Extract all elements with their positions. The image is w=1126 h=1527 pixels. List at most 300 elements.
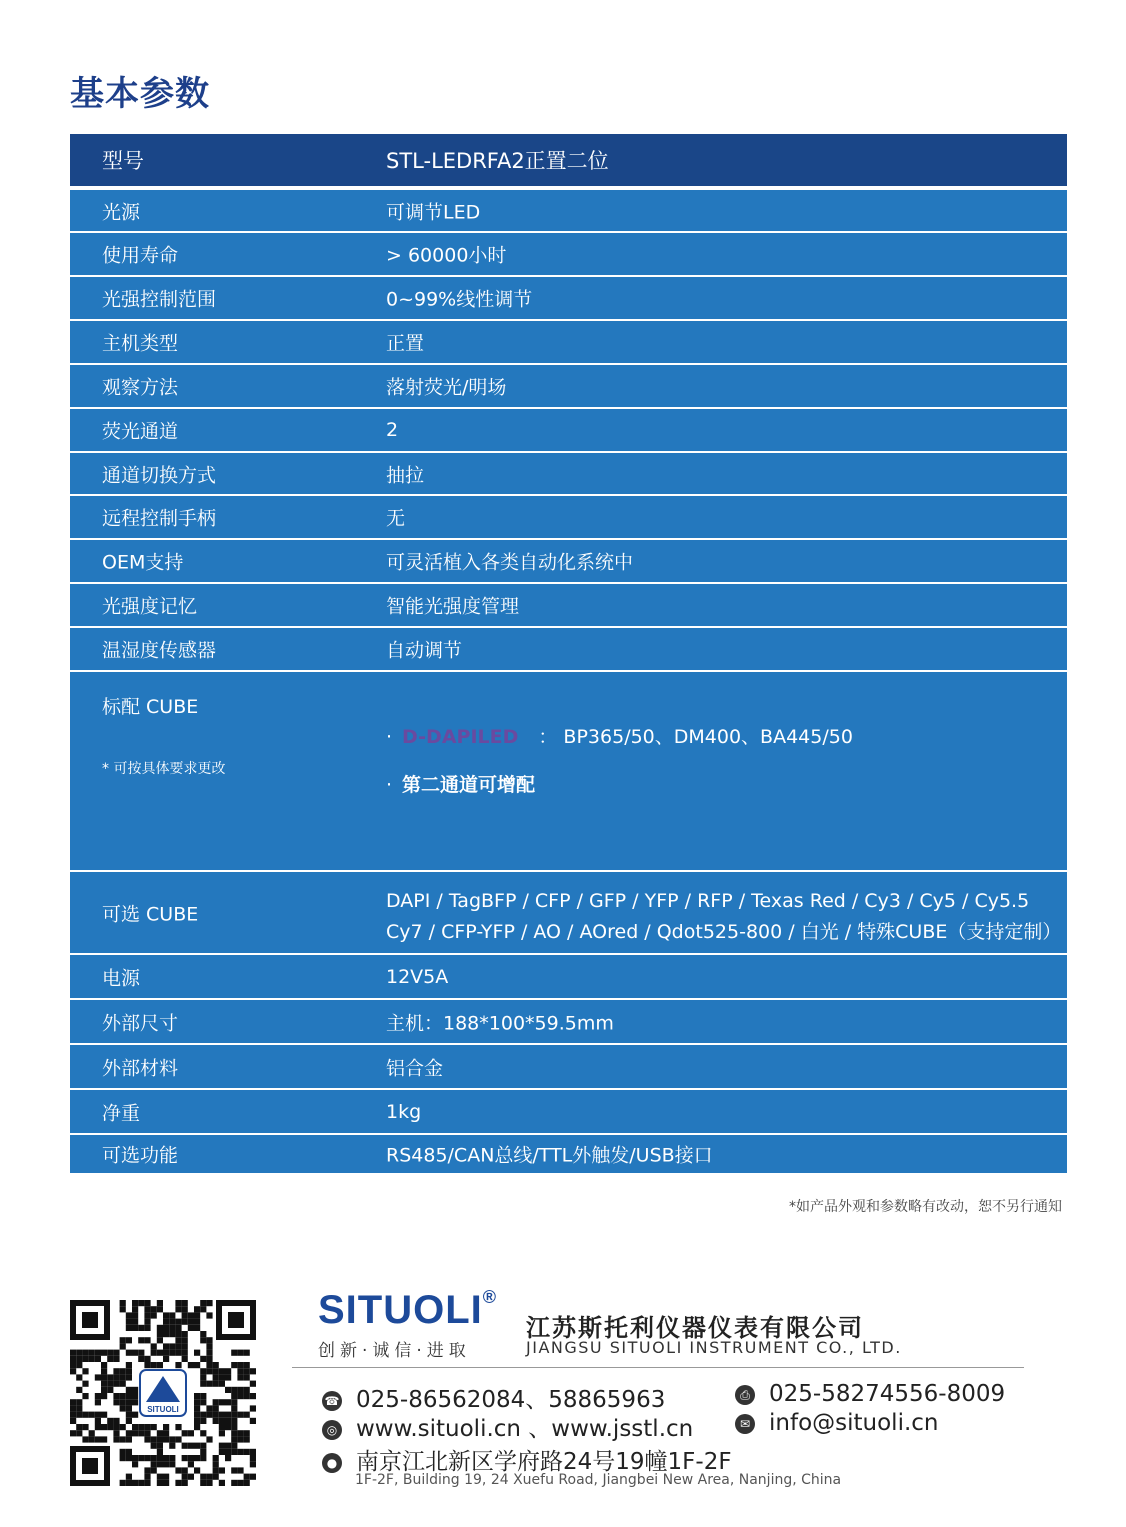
qr-module: [219, 1480, 225, 1486]
qr-module: [76, 1430, 82, 1436]
qr-module: [151, 1312, 157, 1318]
globe-icon: ◎: [322, 1420, 342, 1440]
spec-value: 1kg: [386, 1100, 422, 1123]
qr-module: [151, 1424, 157, 1430]
spec-row: [70, 955, 1067, 998]
spec-row: [70, 190, 1067, 231]
qr-module: [95, 1356, 101, 1362]
qr-module: [231, 1418, 237, 1424]
qr-module: [213, 1461, 219, 1467]
qr-module: [138, 1424, 144, 1430]
qr-module: [101, 1424, 107, 1430]
address-cn: 南京江北新区学府路24号19幢1F-2F: [356, 1449, 732, 1475]
qr-module: [206, 1368, 212, 1374]
web-text: www.situoli.cn 、www.jsstl.cn: [356, 1416, 694, 1442]
spec-value: 12V5A: [386, 965, 449, 988]
qr-module: [200, 1430, 206, 1436]
qr-module: [175, 1436, 181, 1442]
qr-module: [206, 1405, 212, 1411]
qr-module: [206, 1312, 212, 1318]
qr-module: [219, 1424, 225, 1430]
qr-module: [163, 1343, 169, 1349]
qr-module: [138, 1356, 144, 1362]
qr-module: [144, 1356, 150, 1362]
qr-module: [188, 1319, 194, 1325]
qr-module: [70, 1356, 76, 1362]
qr-module: [126, 1455, 132, 1461]
qr-module: [120, 1381, 126, 1387]
qr-finder-top-right: [216, 1300, 256, 1340]
qr-module: [188, 1474, 194, 1480]
brand-logo: [318, 1288, 497, 1333]
qr-module: [82, 1356, 88, 1362]
qr-module: [120, 1436, 126, 1442]
qr-module: [169, 1461, 175, 1467]
qr-module: [250, 1368, 256, 1374]
qr-module: [182, 1306, 188, 1312]
spec-key: 观察方法: [102, 376, 179, 399]
qr-module: [82, 1350, 88, 1356]
qr-module: [237, 1368, 243, 1374]
qr-module: [126, 1312, 132, 1318]
qr-module: [182, 1337, 188, 1343]
company-name-en: JIANGSU SITUOLI INSTRUMENT CO., LTD.: [526, 1338, 902, 1357]
qr-module: [231, 1412, 237, 1418]
qr-module: [144, 1436, 150, 1442]
qr-module: [151, 1362, 157, 1368]
qr-module: [157, 1325, 163, 1331]
qr-module: [225, 1424, 231, 1430]
qr-module: [194, 1418, 200, 1424]
web-contact: [322, 1410, 693, 1443]
qr-module: [76, 1399, 82, 1405]
qr-module: [182, 1343, 188, 1349]
qr-module: [206, 1436, 212, 1442]
qr-module: [206, 1362, 212, 1368]
qr-module: [194, 1412, 200, 1418]
spec-key: 外部材料: [102, 1057, 179, 1079]
qr-module: [182, 1319, 188, 1325]
qr-module: [132, 1455, 138, 1461]
qr-module: [126, 1405, 132, 1411]
qr-module: [101, 1387, 107, 1393]
qr-module: [120, 1343, 126, 1349]
qr-module: [144, 1430, 150, 1436]
qr-module: [194, 1443, 200, 1449]
qr-module: [107, 1350, 113, 1356]
qr-module: [70, 1430, 76, 1436]
spec-value: 无: [386, 507, 406, 530]
qr-module: [219, 1368, 225, 1374]
qr-module: [70, 1405, 76, 1411]
qr-module: [132, 1393, 138, 1399]
qr-module: [157, 1436, 163, 1442]
qr-module: [82, 1424, 88, 1430]
qr-module: [200, 1418, 206, 1424]
qr-module: [144, 1337, 150, 1343]
qr-module: [95, 1374, 101, 1380]
qr-module: [250, 1461, 256, 1467]
spec-row: [70, 540, 1067, 582]
spec-key: 外部尺寸: [102, 1012, 179, 1034]
qr-module: [126, 1387, 132, 1393]
qr-module: [151, 1343, 157, 1349]
qr-module: [213, 1474, 219, 1480]
spec-row: [70, 1000, 1067, 1043]
qr-module: [126, 1418, 132, 1424]
qr-module: [200, 1443, 206, 1449]
qr-module: [157, 1306, 163, 1312]
qr-module: [157, 1350, 163, 1356]
qr-module: [231, 1405, 237, 1411]
qr-module: [70, 1412, 76, 1418]
qr-module: [237, 1412, 243, 1418]
spec-row: [70, 1090, 1067, 1133]
optional-cube-line-2: Cy7 / CFP-YFP / AO / AOred / Qdot525-800 / 白光 / 特殊CUBE（支持定制）: [386, 921, 1062, 943]
qr-module: [206, 1412, 212, 1418]
spec-value: > 60000小时: [386, 244, 507, 267]
qr-module: [76, 1424, 82, 1430]
qr-module: [213, 1412, 219, 1418]
qr-module: [169, 1319, 175, 1325]
qr-module: [113, 1368, 119, 1374]
qr-module: [120, 1337, 126, 1343]
qr-module: [120, 1374, 126, 1380]
qr-module: [95, 1350, 101, 1356]
qr-module: [169, 1455, 175, 1461]
qr-module: [244, 1474, 250, 1480]
slogan: 创新·诚信·进取: [318, 1341, 471, 1361]
qr-module: [231, 1430, 237, 1436]
qr-module: [169, 1436, 175, 1442]
qr-module: [82, 1381, 88, 1387]
spec-value: 抽拉: [386, 464, 425, 486]
qr-module: [206, 1474, 212, 1480]
qr-module: [126, 1368, 132, 1374]
qr-module: [213, 1381, 219, 1387]
qr-module: [144, 1455, 150, 1461]
qr-module: [175, 1480, 181, 1486]
qr-module: [107, 1374, 113, 1380]
qr-module: [194, 1405, 200, 1411]
qr-module: [82, 1393, 88, 1399]
qr-module: [163, 1350, 169, 1356]
qr-module: [76, 1405, 82, 1411]
qr-module: [213, 1405, 219, 1411]
spec-row: [70, 1135, 1067, 1173]
qr-module: [237, 1449, 243, 1455]
spec-value: 铝合金: [386, 1057, 444, 1079]
qr-module: [194, 1399, 200, 1405]
qr-module: [95, 1399, 101, 1405]
qr-module: [175, 1319, 181, 1325]
qr-module: [144, 1362, 150, 1368]
qr-module: [231, 1393, 237, 1399]
qr-module: [126, 1412, 132, 1418]
qr-module: [244, 1374, 250, 1380]
cube-line-2: [386, 770, 535, 797]
email-icon: ✉: [735, 1414, 755, 1434]
qr-module: [132, 1461, 138, 1467]
qr-module: [157, 1455, 163, 1461]
qr-module: [244, 1350, 250, 1356]
qr-module: [157, 1474, 163, 1480]
qr-module: [126, 1480, 132, 1486]
qr-module: [144, 1424, 150, 1430]
spec-row: [70, 496, 1067, 538]
qr-module: [194, 1455, 200, 1461]
qr-module: [163, 1331, 169, 1337]
qr-module: [126, 1350, 132, 1356]
spec-header-row: [70, 134, 1067, 186]
spec-key: 电源: [102, 967, 141, 989]
qr-module: [200, 1455, 206, 1461]
qr-module: [175, 1343, 181, 1349]
fax-contact: [735, 1381, 1005, 1407]
qr-module: [231, 1443, 237, 1449]
qr-module: [138, 1325, 144, 1331]
qr-module: [213, 1467, 219, 1473]
qr-module: [194, 1325, 200, 1331]
qr-module: [95, 1418, 101, 1424]
qr-module: [82, 1368, 88, 1374]
qr-module: [101, 1393, 107, 1399]
qr-module: [182, 1430, 188, 1436]
qr-module: [89, 1436, 95, 1442]
qr-module: [132, 1306, 138, 1312]
qr-module: [144, 1480, 150, 1486]
qr-module: [138, 1337, 144, 1343]
qr-module: [244, 1412, 250, 1418]
qr-module: [188, 1443, 194, 1449]
qr-module: [169, 1312, 175, 1318]
qr-module: [200, 1331, 206, 1337]
qr-module: [138, 1480, 144, 1486]
qr-module: [120, 1455, 126, 1461]
qr-module: [182, 1443, 188, 1449]
qr-module: [219, 1381, 225, 1387]
spec-key: 净重: [102, 1102, 141, 1124]
qr-module: [132, 1424, 138, 1430]
qr-module: [200, 1381, 206, 1387]
qr-module: [113, 1374, 119, 1380]
qr-module: [70, 1418, 76, 1424]
qr-module: [138, 1455, 144, 1461]
cube-name: D-DAPILED: [402, 726, 519, 748]
qr-module: [95, 1412, 101, 1418]
qr-module: [213, 1368, 219, 1374]
qr-module: [163, 1461, 169, 1467]
qr-module: [231, 1424, 237, 1430]
spec-value: 主机：188*100*59.5mm: [386, 1012, 614, 1034]
qr-module: [206, 1343, 212, 1349]
qr-module: [76, 1374, 82, 1380]
divider: [292, 1367, 1024, 1368]
qr-module: [200, 1300, 206, 1306]
qr-module: [237, 1467, 243, 1473]
spec-key: 光强控制范围: [102, 288, 217, 311]
qr-module: [175, 1350, 181, 1356]
qr-module: [244, 1430, 250, 1436]
qr-module: [107, 1381, 113, 1387]
qr-module: [107, 1356, 113, 1362]
qr-module: [126, 1474, 132, 1480]
qr-module: [231, 1387, 237, 1393]
qr-module: [163, 1436, 169, 1442]
qr-module: [113, 1399, 119, 1405]
spec-value: 落射荧光/明场: [386, 376, 507, 399]
qr-module: [175, 1362, 181, 1368]
spec-key: 远程控制手柄: [102, 507, 217, 530]
qr-module: [169, 1343, 175, 1349]
qr-module: [244, 1387, 250, 1393]
qr-module: [213, 1455, 219, 1461]
qr-module: [250, 1381, 256, 1387]
qr-module: [120, 1399, 126, 1405]
qr-module: [163, 1356, 169, 1362]
qr-module: [132, 1319, 138, 1325]
qr-module: [244, 1480, 250, 1486]
qr-module: [138, 1350, 144, 1356]
qr-module: [194, 1467, 200, 1473]
page-title: 基本参数: [70, 74, 210, 114]
spec-key: 通道切换方式: [102, 464, 217, 486]
qr-module: [163, 1480, 169, 1486]
spec-row: [70, 365, 1067, 407]
qr-module: [70, 1399, 76, 1405]
qr-module: [144, 1306, 150, 1312]
qr-module: [244, 1362, 250, 1368]
qr-module: [182, 1331, 188, 1337]
qr-module: [76, 1350, 82, 1356]
qr-module: [188, 1312, 194, 1318]
qr-module: [200, 1337, 206, 1343]
qr-module: [144, 1312, 150, 1318]
qr-module: [132, 1430, 138, 1436]
optional-cube-row: [70, 872, 1067, 953]
qr-module: [182, 1455, 188, 1461]
qr-module: [113, 1436, 119, 1442]
email-contact: [735, 1410, 939, 1436]
qr-module: [237, 1362, 243, 1368]
qr-module: [144, 1467, 150, 1473]
qr-module: [200, 1412, 206, 1418]
qr-module: [219, 1443, 225, 1449]
qr-module: [200, 1399, 206, 1405]
qr-module: [120, 1306, 126, 1312]
qr-module: [157, 1362, 163, 1368]
qr-module: [113, 1418, 119, 1424]
qr-module: [126, 1374, 132, 1380]
qr-finder-bottom-left: [70, 1446, 110, 1486]
qr-module: [132, 1300, 138, 1306]
qr-module: [194, 1424, 200, 1430]
qr-module: [200, 1480, 206, 1486]
qr-module: [163, 1430, 169, 1436]
qr-module: [182, 1350, 188, 1356]
qr-module: [126, 1362, 132, 1368]
qr-module: [120, 1449, 126, 1455]
qr-module: [89, 1412, 95, 1418]
qr-module: [213, 1418, 219, 1424]
qr-module: [200, 1474, 206, 1480]
qr-module: [82, 1436, 88, 1442]
address-en: 1F-2F, Building 19, 24 Xuefu Road, Jiangbei New Area, Nanjing, China: [355, 1472, 842, 1488]
spec-table: [70, 134, 1067, 1175]
qr-module: [194, 1350, 200, 1356]
qr-module: [188, 1430, 194, 1436]
qr-module: [219, 1430, 225, 1436]
qr-module: [188, 1461, 194, 1467]
qr-module: [244, 1436, 250, 1442]
qr-module: [219, 1412, 225, 1418]
qr-module: [194, 1362, 200, 1368]
standard-cube-row: [70, 672, 1067, 870]
qr-module: [157, 1443, 163, 1449]
optional-cube-line-1: DAPI / TagBFP / CFP / GFP / YFP / RFP / Texas Red / Cy3 / Cy5 / Cy5.5: [386, 890, 1030, 912]
qr-module: [175, 1300, 181, 1306]
qr-module: [237, 1430, 243, 1436]
qr-module: [206, 1337, 212, 1343]
qr-module: [113, 1350, 119, 1356]
qr-module: [225, 1368, 231, 1374]
qr-module: [120, 1393, 126, 1399]
qr-module: [132, 1350, 138, 1356]
qr-module: [157, 1449, 163, 1455]
spec-value: STL-LEDRFA2正置二位: [386, 149, 609, 173]
qr-module: [107, 1418, 113, 1424]
qr-module: [70, 1368, 76, 1374]
qr-module: [250, 1393, 256, 1399]
spec-key: OEM支持: [102, 551, 184, 574]
phone-text: 025-86562084、58865963: [356, 1387, 666, 1413]
qr-module: [200, 1449, 206, 1455]
qr-module: [231, 1449, 237, 1455]
qr-module: [250, 1449, 256, 1455]
cube-note: * 可按具体要求更改: [102, 761, 226, 777]
spec-key: 可选 CUBE: [102, 903, 199, 925]
phone-icon: ☎: [322, 1391, 342, 1411]
qr-module: [237, 1480, 243, 1486]
qr-module: [82, 1412, 88, 1418]
fax-icon: ⎙: [735, 1385, 755, 1405]
spec-key: 型号: [102, 149, 144, 173]
qr-module: [237, 1374, 243, 1380]
qr-module: [231, 1362, 237, 1368]
qr-module: [132, 1387, 138, 1393]
qr-module: [182, 1300, 188, 1306]
qr-module: [188, 1362, 194, 1368]
qr-module: [194, 1319, 200, 1325]
qr-module: [175, 1306, 181, 1312]
spec-row: [70, 628, 1067, 670]
qr-module: [182, 1474, 188, 1480]
qr-module: [101, 1412, 107, 1418]
qr-module: [95, 1424, 101, 1430]
qr-module: [138, 1300, 144, 1306]
qr-module: [120, 1405, 126, 1411]
qr-module: [225, 1399, 231, 1405]
qr-module: [101, 1436, 107, 1442]
qr-module: [132, 1325, 138, 1331]
qr-module: [120, 1368, 126, 1374]
qr-module: [120, 1480, 126, 1486]
spec-value: 可灵活植入各类自动化系统中: [386, 551, 634, 574]
qr-module: [113, 1424, 119, 1430]
cube-extra: 第二通道可增配: [402, 774, 536, 796]
qr-module: [250, 1455, 256, 1461]
qr-module: [237, 1436, 243, 1442]
